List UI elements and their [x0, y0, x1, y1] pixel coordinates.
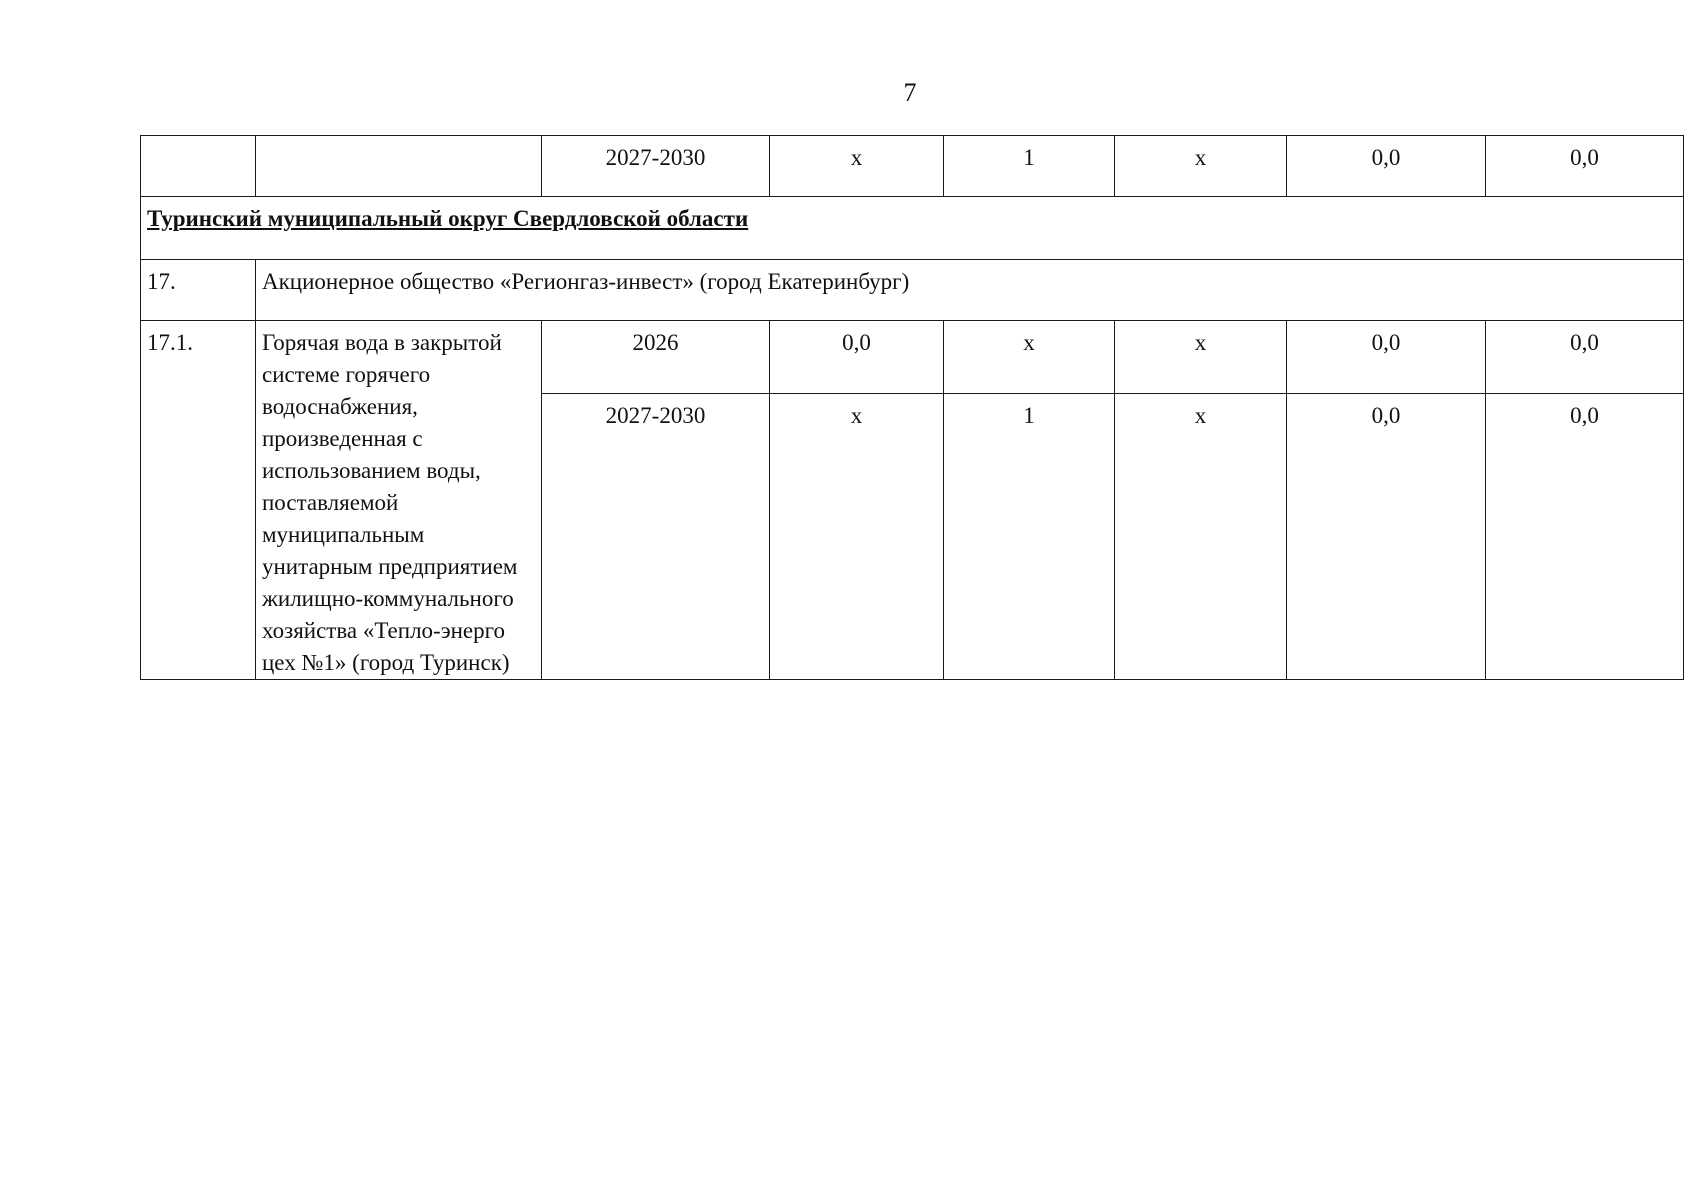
cell-period: 2027-2030: [542, 393, 770, 679]
cell-col8: 0,0: [1486, 136, 1684, 197]
table-row-region: [141, 197, 1684, 260]
cell-col6: x: [1115, 321, 1287, 394]
cell-num: [141, 136, 256, 197]
cell-col5: 1: [944, 393, 1115, 679]
cell-period: 2026: [542, 321, 770, 394]
cell-col7: 0,0: [1287, 393, 1486, 679]
cell-col4: x: [770, 136, 944, 197]
cell-col5: 1: [944, 136, 1115, 197]
org-number: 17.: [141, 260, 256, 321]
tariff-table: [140, 135, 1684, 680]
cell-col6: x: [1115, 393, 1287, 679]
item-description: Горячая вода в закрытой системе горячего водоснабжения, произведенная с использованием воды, поставляемой муниципальным унитарным предприятием жилищно-коммунального хозяйства «Тепло-энерго цех №1» (город Туринск): [256, 321, 542, 680]
cell-col8: 0,0: [1486, 393, 1684, 679]
cell-name: [256, 136, 542, 197]
cell-col7: 0,0: [1287, 321, 1486, 394]
page-number: 7: [903, 78, 917, 107]
cell-col4: x: [770, 393, 944, 679]
table-row-item-2026: [141, 321, 1684, 394]
cell-period: 2027-2030: [542, 136, 770, 197]
table-row-org: [141, 260, 1684, 321]
cell-col6: x: [1115, 136, 1287, 197]
cell-col7: 0,0: [1287, 136, 1486, 197]
item-number: 17.1.: [141, 321, 256, 680]
table-row-continuation: [141, 136, 1684, 197]
org-name: Акционерное общество «Регионгаз-инвест» (город Екатеринбург): [256, 260, 1684, 321]
cell-col5: x: [944, 321, 1115, 394]
region-title: Туринский муниципальный округ Свердловской области: [141, 197, 1684, 260]
cell-col4: 0,0: [770, 321, 944, 394]
cell-col8: 0,0: [1486, 321, 1684, 394]
